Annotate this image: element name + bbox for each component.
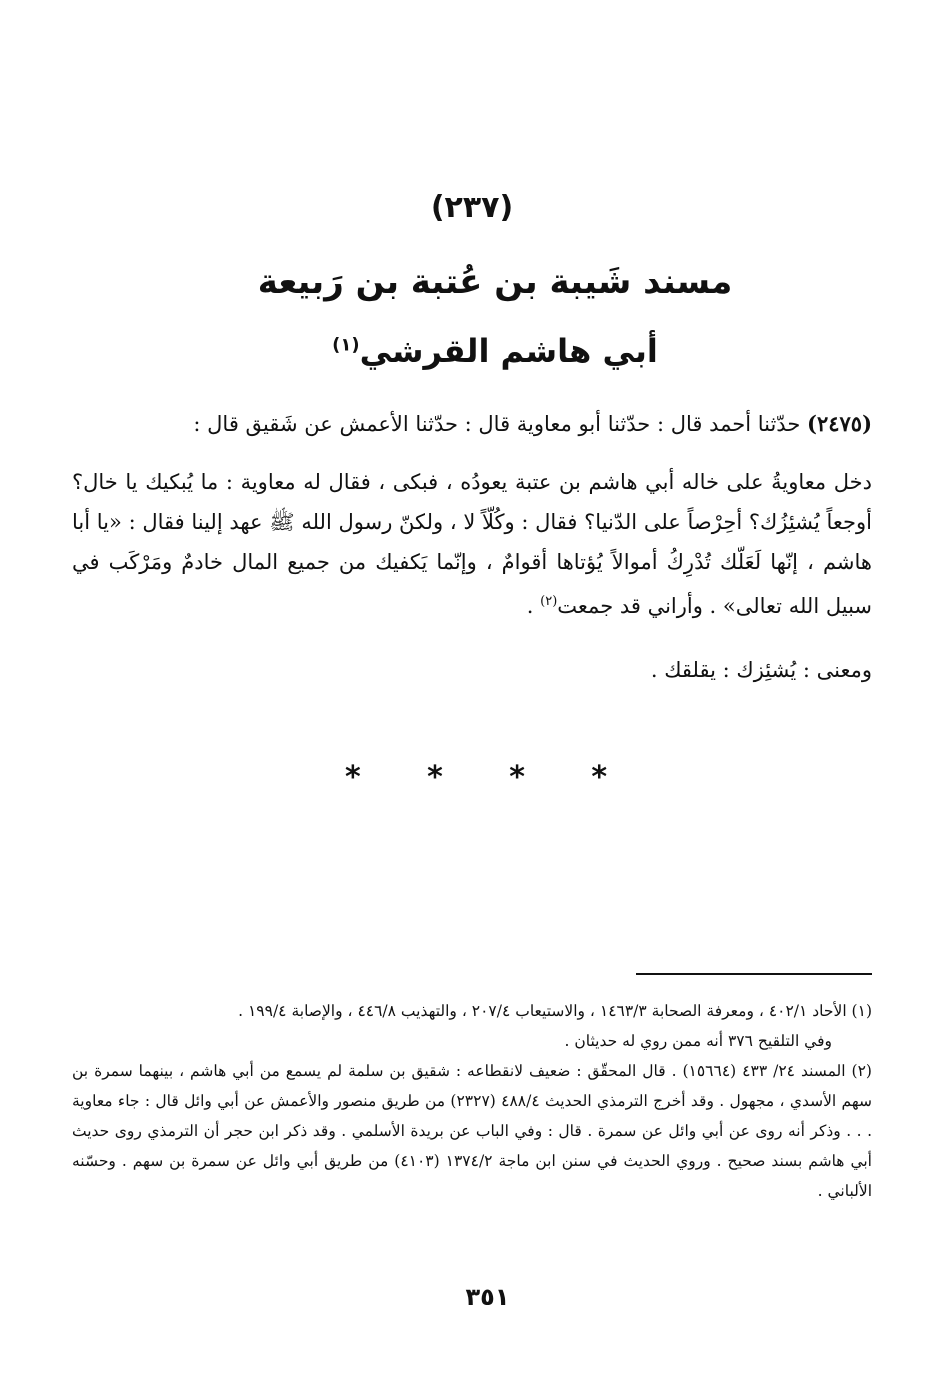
subtitle-text: أبي هاشم القرشي	[359, 332, 658, 370]
hadith-footnote-ref[interactable]: (٢)	[540, 594, 558, 609]
hadith-matn: دخل معاويةُ على خاله أبي هاشم بن عتبة يعودُه ، فبكى ، فقال له معاوية : ما يُبكيك يا خال؟ أوجعاً يُشئِزُك؟ أحِرْصاً على الدّنيا؟ فقال : وكُلّاً لا ، ولكنّ رسول الله ﷺ عهد إلينا فقال : «يا أبا هاشم ، إنّها لَعَلّك تُدْرِكُ أموالاً يُؤتاها أقوامٌ ، وإنّما يَكفيك من جميع المال خادمٌ ومَرْكَب في سبيل الله تعالى» . وأراني قد جمعت	[72, 470, 872, 618]
footnotes	[72, 996, 872, 1206]
subtitle-footnote-ref[interactable]: (١)	[332, 334, 360, 356]
footnote-1-line-1: (١) الأحاد ٤٠٢/١ ، ومعرفة الصحابة ١٤٦٣/٣ ، والاستيعاب ٢٠٧/٤ ، والتهذيب ٤٤٦/٨ ، والإصابة ١٩٩/٤ .	[238, 1002, 872, 1020]
page-number: ٣٥١	[465, 1283, 510, 1311]
footnote-2: (٢) المسند ٢٤/ ٤٣٣ (١٥٦٦٤) . قال المحقّق : ضعيف لانقطاعه : شقيق بن سلمة لم يسمع من أبي هاشم ، بينهما سمرة بن سهم الأسدي ، مجهول . وقد أخرج الترمذي الحديث ٤٨٨/٤ (٢٣٢٧) من طريق منصور والأعمش عن أبي وائل قال : جاء معاوية . . . وذكر أنه روى عن أبي وائل عن سمرة . قال : وفي الباب عن بريدة الأسلمي . وقد ذكر ابن حجر أن الترمذي روى حديث أبي هاشم بسند صحيح . وروي الحديث في سنن ابن ماجة ١٣٧٤/٢ (٤١٠٣) من طريق أبي وائل عن سمرة بن سهم . وحسّنه الألباني .	[72, 1062, 872, 1200]
hadith-text	[72, 462, 872, 626]
hadith-text-end: .	[526, 594, 541, 618]
section-subtitle	[0, 332, 944, 370]
hadith-isnad	[72, 404, 872, 444]
section-title: مسند شَيبة بن عُتبة بن رَبيعة	[257, 262, 733, 302]
footnote-divider	[636, 973, 872, 975]
word-meaning: ومعنى : يُشئِزك : يقلقك .	[650, 658, 872, 682]
footnote-1-line-2: وفي التلقيح ٣٧٦ أنه ممن روي له حديثان .	[564, 1032, 832, 1050]
hadith-number: (٢٤٧٥)	[807, 411, 872, 436]
section-number: (٢٣٧)	[430, 190, 514, 225]
hadith-isnad-text: حدّثنا أحمد قال : حدّثنا أبو معاوية قال : حدّثنا الأعمش عن شَقيق قال :	[193, 412, 801, 436]
section-separator: * * * *	[344, 760, 636, 795]
